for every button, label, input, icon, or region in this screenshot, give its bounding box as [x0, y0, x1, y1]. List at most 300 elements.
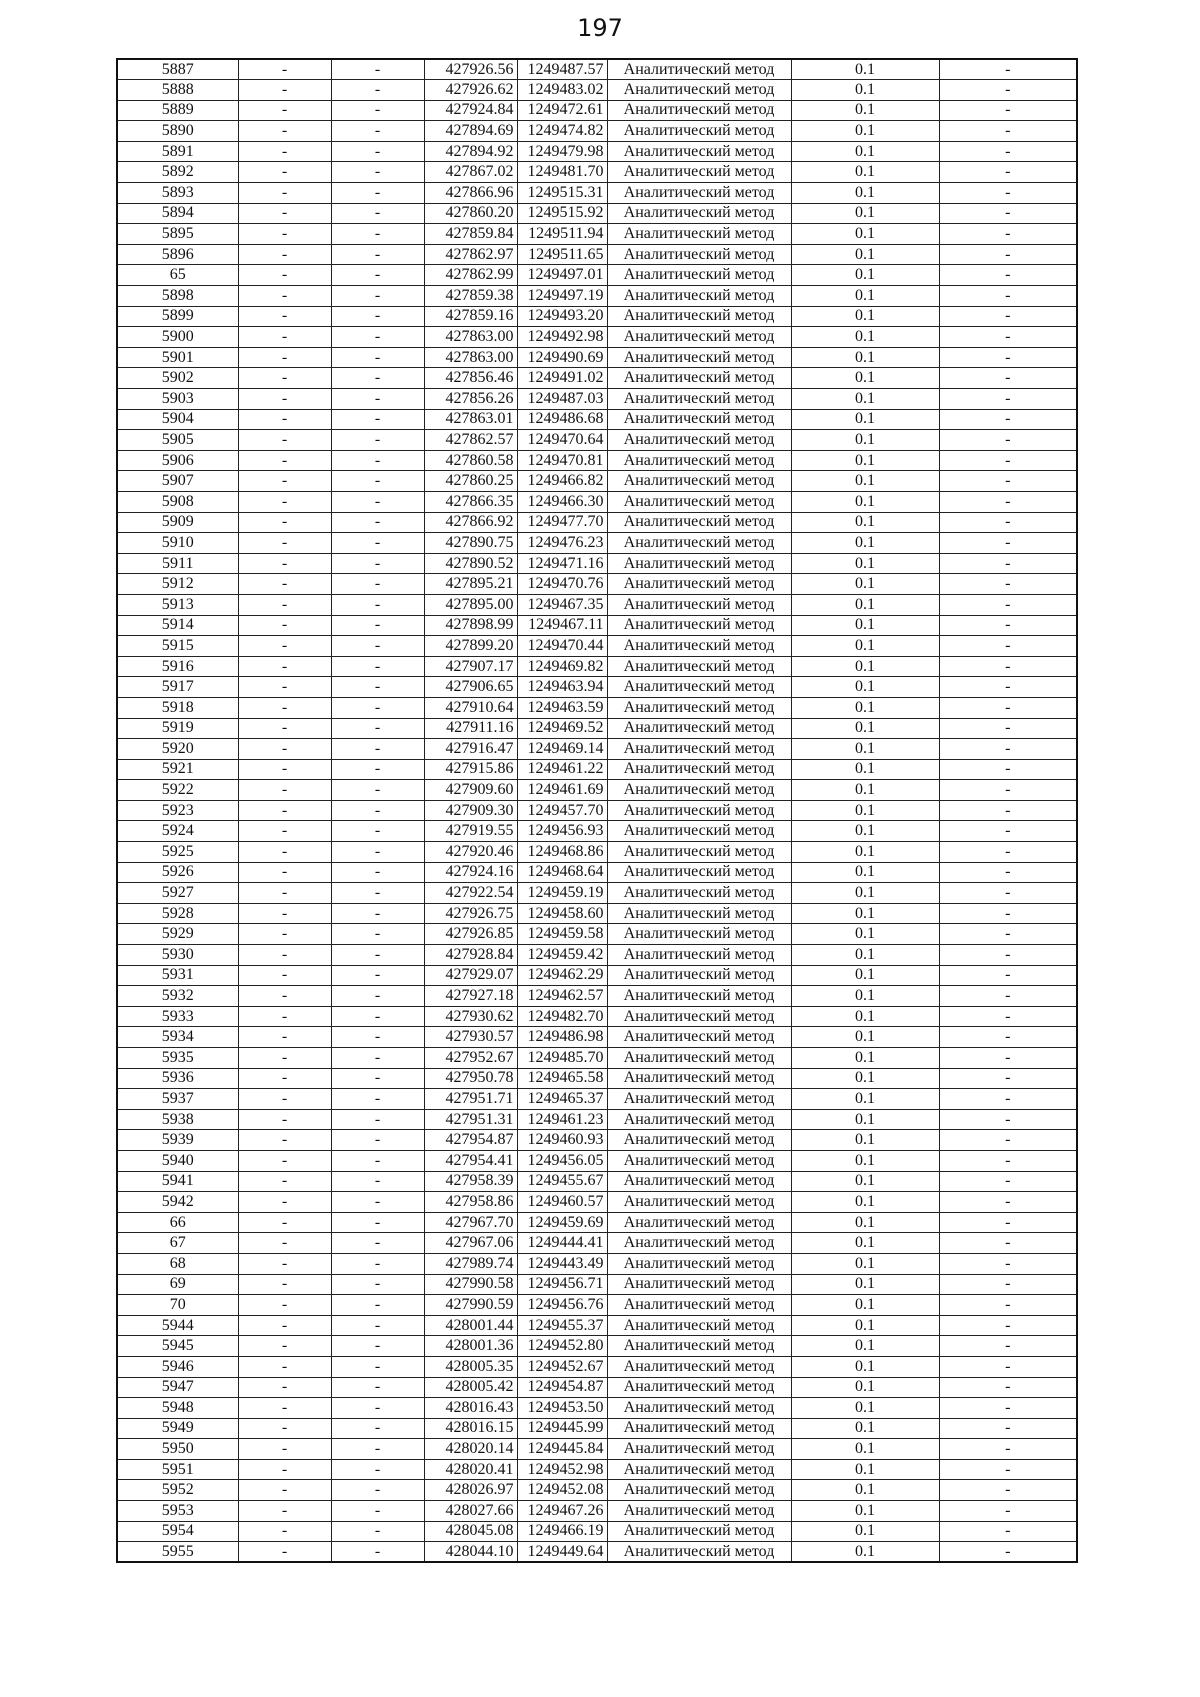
point-number-cell: 5938: [117, 1109, 238, 1130]
y-coordinate-cell: 1249460.57: [517, 1192, 607, 1213]
method-cell: Аналитический метод: [607, 821, 791, 842]
x-coordinate-cell: 427924.16: [424, 862, 517, 883]
table-row: [117, 615, 1077, 636]
table-row: [117, 1336, 1077, 1357]
coordinates-table: [116, 58, 1078, 1563]
dash-cell: -: [939, 1521, 1077, 1542]
dash-cell: -: [238, 1150, 331, 1171]
x-coordinate-cell: 427856.46: [424, 368, 517, 389]
accuracy-cell: 0.1: [791, 183, 939, 204]
method-cell: Аналитический метод: [607, 986, 791, 1007]
y-coordinate-cell: 1249469.82: [517, 656, 607, 677]
method-cell: Аналитический метод: [607, 512, 791, 533]
accuracy-cell: 0.1: [791, 1068, 939, 1089]
dash-cell: -: [939, 1089, 1077, 1110]
method-cell: Аналитический метод: [607, 1459, 791, 1480]
table-row: [117, 1027, 1077, 1048]
y-coordinate-cell: 1249486.98: [517, 1027, 607, 1048]
accuracy-cell: 0.1: [791, 409, 939, 430]
dash-cell: -: [331, 1109, 424, 1130]
y-coordinate-cell: 1249443.49: [517, 1253, 607, 1274]
dash-cell: -: [238, 183, 331, 204]
method-cell: Аналитический метод: [607, 656, 791, 677]
table-row: [117, 306, 1077, 327]
dash-cell: -: [331, 162, 424, 183]
accuracy-cell: 0.1: [791, 1418, 939, 1439]
x-coordinate-cell: 427907.17: [424, 656, 517, 677]
x-coordinate-cell: 427952.67: [424, 1048, 517, 1069]
dash-cell: -: [331, 1006, 424, 1027]
dash-cell: -: [939, 224, 1077, 245]
x-coordinate-cell: 428045.08: [424, 1521, 517, 1542]
accuracy-cell: 0.1: [791, 945, 939, 966]
x-coordinate-cell: 427862.99: [424, 265, 517, 286]
dash-cell: -: [331, 1418, 424, 1439]
method-cell: Аналитический метод: [607, 1109, 791, 1130]
accuracy-cell: 0.1: [791, 636, 939, 657]
point-number-cell: 5934: [117, 1027, 238, 1048]
accuracy-cell: 0.1: [791, 1006, 939, 1027]
table-row: [117, 286, 1077, 307]
table-row: [117, 1233, 1077, 1254]
table-row: [117, 1150, 1077, 1171]
point-number-cell: 66: [117, 1212, 238, 1233]
accuracy-cell: 0.1: [791, 327, 939, 348]
y-coordinate-cell: 1249463.94: [517, 677, 607, 698]
method-cell: Аналитический метод: [607, 327, 791, 348]
point-number-cell: 5940: [117, 1150, 238, 1171]
y-coordinate-cell: 1249492.98: [517, 327, 607, 348]
x-coordinate-cell: 427967.06: [424, 1233, 517, 1254]
point-number-cell: 5898: [117, 286, 238, 307]
dash-cell: -: [939, 512, 1077, 533]
x-coordinate-cell: 427916.47: [424, 739, 517, 760]
accuracy-cell: 0.1: [791, 1233, 939, 1254]
dash-cell: -: [939, 1171, 1077, 1192]
dash-cell: -: [238, 656, 331, 677]
accuracy-cell: 0.1: [791, 59, 939, 80]
y-coordinate-cell: 1249459.58: [517, 924, 607, 945]
table-row: [117, 903, 1077, 924]
point-number-cell: 5894: [117, 203, 238, 224]
table-row: [117, 800, 1077, 821]
dash-cell: -: [939, 203, 1077, 224]
accuracy-cell: 0.1: [791, 842, 939, 863]
dash-cell: -: [939, 1439, 1077, 1460]
dash-cell: -: [331, 739, 424, 760]
dash-cell: -: [331, 1027, 424, 1048]
method-cell: Аналитический метод: [607, 306, 791, 327]
method-cell: Аналитический метод: [607, 1089, 791, 1110]
dash-cell: -: [331, 945, 424, 966]
dash-cell: -: [238, 203, 331, 224]
x-coordinate-cell: 427860.20: [424, 203, 517, 224]
table-row: [117, 1089, 1077, 1110]
method-cell: Аналитический метод: [607, 842, 791, 863]
y-coordinate-cell: 1249444.41: [517, 1233, 607, 1254]
dash-cell: -: [939, 121, 1077, 142]
y-coordinate-cell: 1249466.82: [517, 471, 607, 492]
accuracy-cell: 0.1: [791, 677, 939, 698]
point-number-cell: 5939: [117, 1130, 238, 1151]
accuracy-cell: 0.1: [791, 1274, 939, 1295]
accuracy-cell: 0.1: [791, 1295, 939, 1316]
dash-cell: -: [238, 80, 331, 101]
dash-cell: -: [939, 1048, 1077, 1069]
accuracy-cell: 0.1: [791, 347, 939, 368]
point-number-cell: 5905: [117, 430, 238, 451]
dash-cell: -: [331, 821, 424, 842]
method-cell: Аналитический метод: [607, 100, 791, 121]
table-row: [117, 1171, 1077, 1192]
dash-cell: -: [331, 780, 424, 801]
accuracy-cell: 0.1: [791, 1253, 939, 1274]
table-row: [117, 471, 1077, 492]
point-number-cell: 5947: [117, 1377, 238, 1398]
dash-cell: -: [331, 1253, 424, 1274]
y-coordinate-cell: 1249465.58: [517, 1068, 607, 1089]
point-number-cell: 5948: [117, 1398, 238, 1419]
accuracy-cell: 0.1: [791, 389, 939, 410]
dash-cell: -: [939, 1459, 1077, 1480]
table-row: [117, 327, 1077, 348]
accuracy-cell: 0.1: [791, 1356, 939, 1377]
accuracy-cell: 0.1: [791, 450, 939, 471]
y-coordinate-cell: 1249462.57: [517, 986, 607, 1007]
dash-cell: -: [238, 594, 331, 615]
y-coordinate-cell: 1249459.42: [517, 945, 607, 966]
accuracy-cell: 0.1: [791, 1439, 939, 1460]
x-coordinate-cell: 427926.75: [424, 903, 517, 924]
dash-cell: -: [331, 1398, 424, 1419]
y-coordinate-cell: 1249449.64: [517, 1542, 607, 1563]
x-coordinate-cell: 427862.57: [424, 430, 517, 451]
point-number-cell: 5919: [117, 718, 238, 739]
point-number-cell: 5916: [117, 656, 238, 677]
dash-cell: -: [238, 1048, 331, 1069]
x-coordinate-cell: 427859.16: [424, 306, 517, 327]
accuracy-cell: 0.1: [791, 800, 939, 821]
y-coordinate-cell: 1249452.67: [517, 1356, 607, 1377]
dash-cell: -: [331, 450, 424, 471]
accuracy-cell: 0.1: [791, 430, 939, 451]
table-row: [117, 347, 1077, 368]
method-cell: Аналитический метод: [607, 1542, 791, 1563]
table-row: [117, 80, 1077, 101]
y-coordinate-cell: 1249461.23: [517, 1109, 607, 1130]
point-number-cell: 5949: [117, 1418, 238, 1439]
method-cell: Аналитический метод: [607, 553, 791, 574]
dash-cell: -: [939, 862, 1077, 883]
x-coordinate-cell: 428026.97: [424, 1480, 517, 1501]
dash-cell: -: [238, 141, 331, 162]
accuracy-cell: 0.1: [791, 1542, 939, 1563]
y-coordinate-cell: 1249466.30: [517, 491, 607, 512]
x-coordinate-cell: 427951.71: [424, 1089, 517, 1110]
dash-cell: -: [939, 1253, 1077, 1274]
y-coordinate-cell: 1249459.19: [517, 883, 607, 904]
accuracy-cell: 0.1: [791, 1089, 939, 1110]
x-coordinate-cell: 427929.07: [424, 965, 517, 986]
dash-cell: -: [238, 945, 331, 966]
accuracy-cell: 0.1: [791, 1315, 939, 1336]
accuracy-cell: 0.1: [791, 512, 939, 533]
point-number-cell: 5895: [117, 224, 238, 245]
dash-cell: -: [939, 842, 1077, 863]
dash-cell: -: [238, 924, 331, 945]
dash-cell: -: [331, 533, 424, 554]
dash-cell: -: [238, 1459, 331, 1480]
point-number-cell: 5892: [117, 162, 238, 183]
dash-cell: -: [939, 1068, 1077, 1089]
dash-cell: -: [238, 1212, 331, 1233]
dash-cell: -: [331, 1212, 424, 1233]
dash-cell: -: [331, 842, 424, 863]
accuracy-cell: 0.1: [791, 1459, 939, 1480]
table-row: [117, 430, 1077, 451]
accuracy-cell: 0.1: [791, 986, 939, 1007]
accuracy-cell: 0.1: [791, 265, 939, 286]
point-number-cell: 5910: [117, 533, 238, 554]
dash-cell: -: [331, 512, 424, 533]
dash-cell: -: [331, 656, 424, 677]
table-row: [117, 759, 1077, 780]
method-cell: Аналитический метод: [607, 491, 791, 512]
accuracy-cell: 0.1: [791, 1192, 939, 1213]
dash-cell: -: [238, 265, 331, 286]
y-coordinate-cell: 1249477.70: [517, 512, 607, 533]
y-coordinate-cell: 1249457.70: [517, 800, 607, 821]
point-number-cell: 5890: [117, 121, 238, 142]
method-cell: Аналитический метод: [607, 574, 791, 595]
dash-cell: -: [238, 821, 331, 842]
table-row: [117, 1439, 1077, 1460]
y-coordinate-cell: 1249482.70: [517, 1006, 607, 1027]
dash-cell: -: [331, 1130, 424, 1151]
dash-cell: -: [238, 389, 331, 410]
accuracy-cell: 0.1: [791, 1501, 939, 1522]
x-coordinate-cell: 428005.35: [424, 1356, 517, 1377]
dash-cell: -: [939, 1398, 1077, 1419]
dash-cell: -: [238, 533, 331, 554]
dash-cell: -: [331, 1315, 424, 1336]
dash-cell: -: [331, 903, 424, 924]
dash-cell: -: [331, 883, 424, 904]
table-row: [117, 512, 1077, 533]
method-cell: Аналитический метод: [607, 1233, 791, 1254]
dash-cell: -: [939, 1377, 1077, 1398]
y-coordinate-cell: 1249468.86: [517, 842, 607, 863]
x-coordinate-cell: 427954.41: [424, 1150, 517, 1171]
point-number-cell: 5896: [117, 244, 238, 265]
accuracy-cell: 0.1: [791, 883, 939, 904]
table-row: [117, 574, 1077, 595]
y-coordinate-cell: 1249463.59: [517, 697, 607, 718]
dash-cell: -: [238, 1192, 331, 1213]
method-cell: Аналитический метод: [607, 59, 791, 80]
y-coordinate-cell: 1249461.69: [517, 780, 607, 801]
dash-cell: -: [939, 1150, 1077, 1171]
method-cell: Аналитический метод: [607, 1501, 791, 1522]
dash-cell: -: [238, 1418, 331, 1439]
dash-cell: -: [238, 1377, 331, 1398]
dash-cell: -: [939, 183, 1077, 204]
y-coordinate-cell: 1249445.99: [517, 1418, 607, 1439]
method-cell: Аналитический метод: [607, 1356, 791, 1377]
dash-cell: -: [939, 306, 1077, 327]
accuracy-cell: 0.1: [791, 533, 939, 554]
dash-cell: -: [939, 697, 1077, 718]
dash-cell: -: [238, 1356, 331, 1377]
accuracy-cell: 0.1: [791, 903, 939, 924]
dash-cell: -: [331, 1459, 424, 1480]
point-number-cell: 5903: [117, 389, 238, 410]
dash-cell: -: [331, 1048, 424, 1069]
dash-cell: -: [331, 224, 424, 245]
point-number-cell: 67: [117, 1233, 238, 1254]
point-number-cell: 5946: [117, 1356, 238, 1377]
method-cell: Аналитический метод: [607, 347, 791, 368]
y-coordinate-cell: 1249456.76: [517, 1295, 607, 1316]
table-row: [117, 1253, 1077, 1274]
dash-cell: -: [238, 1521, 331, 1542]
point-number-cell: 5935: [117, 1048, 238, 1069]
x-coordinate-cell: 427926.56: [424, 59, 517, 80]
method-cell: Аналитический метод: [607, 409, 791, 430]
accuracy-cell: 0.1: [791, 759, 939, 780]
table-row: [117, 945, 1077, 966]
method-cell: Аналитический метод: [607, 615, 791, 636]
point-number-cell: 5955: [117, 1542, 238, 1563]
y-coordinate-cell: 1249460.93: [517, 1130, 607, 1151]
point-number-cell: 5937: [117, 1089, 238, 1110]
dash-cell: -: [331, 1336, 424, 1357]
table-row: [117, 1501, 1077, 1522]
point-number-cell: 5901: [117, 347, 238, 368]
method-cell: Аналитический метод: [607, 924, 791, 945]
dash-cell: -: [939, 533, 1077, 554]
dash-cell: -: [939, 368, 1077, 389]
method-cell: Аналитический метод: [607, 389, 791, 410]
dash-cell: -: [331, 594, 424, 615]
table-row: [117, 1130, 1077, 1151]
x-coordinate-cell: 427863.00: [424, 327, 517, 348]
method-cell: Аналитический метод: [607, 162, 791, 183]
x-coordinate-cell: 427899.20: [424, 636, 517, 657]
dash-cell: -: [331, 1274, 424, 1295]
dash-cell: -: [238, 1089, 331, 1110]
table-row: [117, 1542, 1077, 1563]
accuracy-cell: 0.1: [791, 100, 939, 121]
dash-cell: -: [331, 965, 424, 986]
point-number-cell: 5941: [117, 1171, 238, 1192]
accuracy-cell: 0.1: [791, 1171, 939, 1192]
y-coordinate-cell: 1249469.14: [517, 739, 607, 760]
dash-cell: -: [939, 1480, 1077, 1501]
y-coordinate-cell: 1249459.69: [517, 1212, 607, 1233]
point-number-cell: 5925: [117, 842, 238, 863]
x-coordinate-cell: 428016.15: [424, 1418, 517, 1439]
point-number-cell: 5942: [117, 1192, 238, 1213]
dash-cell: -: [939, 924, 1077, 945]
accuracy-cell: 0.1: [791, 862, 939, 883]
x-coordinate-cell: 428005.42: [424, 1377, 517, 1398]
accuracy-cell: 0.1: [791, 286, 939, 307]
accuracy-cell: 0.1: [791, 1521, 939, 1542]
x-coordinate-cell: 427911.16: [424, 718, 517, 739]
x-coordinate-cell: 427863.01: [424, 409, 517, 430]
x-coordinate-cell: 427954.87: [424, 1130, 517, 1151]
x-coordinate-cell: 427926.62: [424, 80, 517, 101]
x-coordinate-cell: 427927.18: [424, 986, 517, 1007]
method-cell: Аналитический метод: [607, 1274, 791, 1295]
y-coordinate-cell: 1249456.05: [517, 1150, 607, 1171]
accuracy-cell: 0.1: [791, 471, 939, 492]
table-row: [117, 491, 1077, 512]
dash-cell: -: [238, 491, 331, 512]
y-coordinate-cell: 1249468.64: [517, 862, 607, 883]
dash-cell: -: [331, 800, 424, 821]
point-number-cell: 5904: [117, 409, 238, 430]
y-coordinate-cell: 1249471.16: [517, 553, 607, 574]
y-coordinate-cell: 1249497.01: [517, 265, 607, 286]
dash-cell: -: [939, 656, 1077, 677]
method-cell: Аналитический метод: [607, 1418, 791, 1439]
x-coordinate-cell: 427856.26: [424, 389, 517, 410]
dash-cell: -: [238, 286, 331, 307]
dash-cell: -: [939, 780, 1077, 801]
table-row: [117, 1315, 1077, 1336]
dash-cell: -: [939, 59, 1077, 80]
accuracy-cell: 0.1: [791, 224, 939, 245]
method-cell: Аналитический метод: [607, 862, 791, 883]
dash-cell: -: [238, 1109, 331, 1130]
table-row: [117, 636, 1077, 657]
table-row: [117, 697, 1077, 718]
accuracy-cell: 0.1: [791, 697, 939, 718]
point-number-cell: 65: [117, 265, 238, 286]
dash-cell: -: [331, 1480, 424, 1501]
dash-cell: -: [939, 450, 1077, 471]
dash-cell: -: [939, 1233, 1077, 1254]
dash-cell: -: [238, 306, 331, 327]
dash-cell: -: [331, 244, 424, 265]
table-row: [117, 203, 1077, 224]
accuracy-cell: 0.1: [791, 491, 939, 512]
point-number-cell: 5926: [117, 862, 238, 883]
dash-cell: -: [238, 347, 331, 368]
dash-cell: -: [331, 574, 424, 595]
dash-cell: -: [939, 471, 1077, 492]
x-coordinate-cell: 427958.86: [424, 1192, 517, 1213]
dash-cell: -: [238, 636, 331, 657]
accuracy-cell: 0.1: [791, 739, 939, 760]
dash-cell: -: [238, 697, 331, 718]
dash-cell: -: [238, 430, 331, 451]
accuracy-cell: 0.1: [791, 718, 939, 739]
method-cell: Аналитический метод: [607, 800, 791, 821]
x-coordinate-cell: 427926.85: [424, 924, 517, 945]
x-coordinate-cell: 427894.92: [424, 141, 517, 162]
y-coordinate-cell: 1249456.93: [517, 821, 607, 842]
point-number-cell: 5954: [117, 1521, 238, 1542]
x-coordinate-cell: 427862.97: [424, 244, 517, 265]
dash-cell: -: [238, 1253, 331, 1274]
x-coordinate-cell: 428027.66: [424, 1501, 517, 1522]
dash-cell: -: [238, 1171, 331, 1192]
dash-cell: -: [331, 100, 424, 121]
y-coordinate-cell: 1249481.70: [517, 162, 607, 183]
